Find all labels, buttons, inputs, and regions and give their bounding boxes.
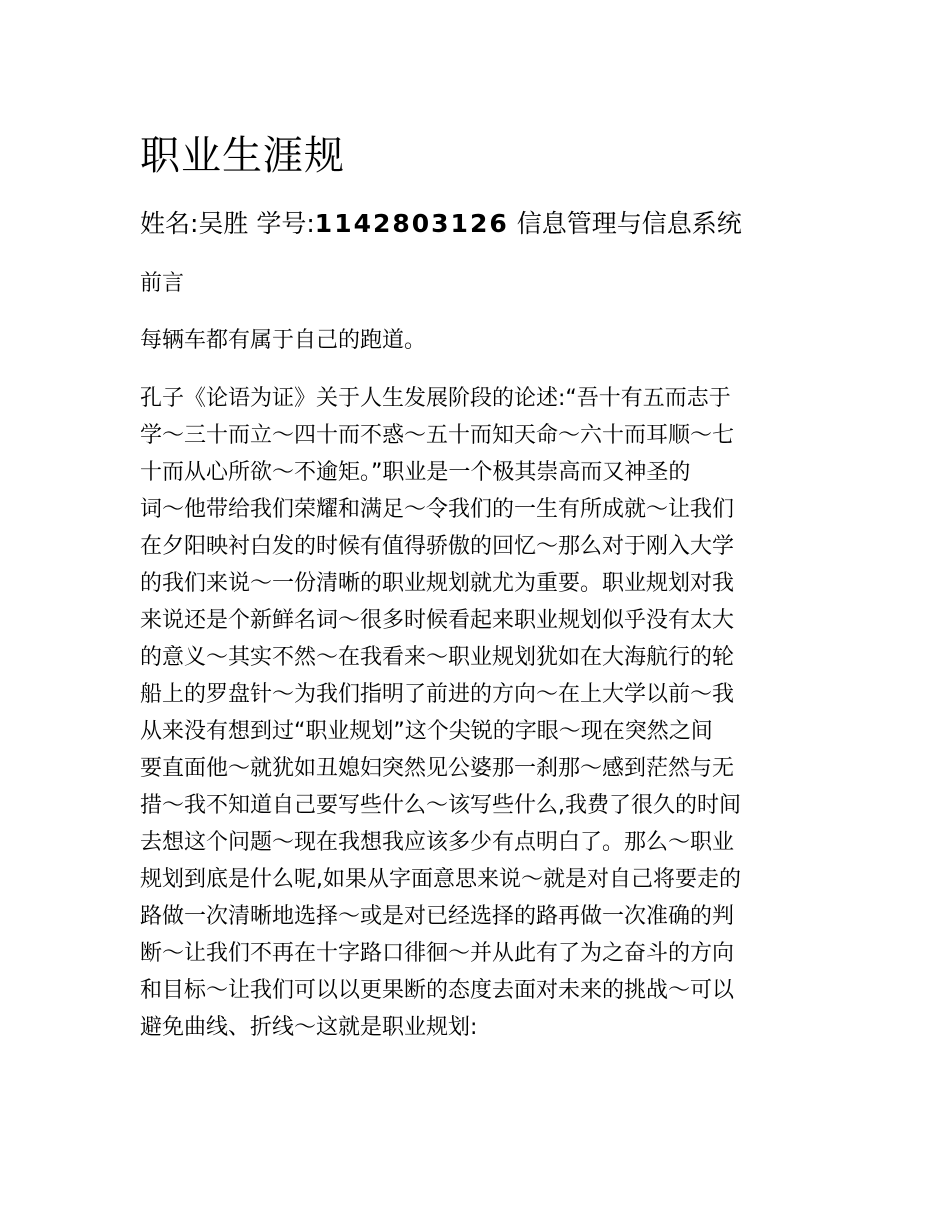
text-line: 去想这个问题～现在我想我应该多少有点明白了。那么～职业 (140, 830, 735, 855)
text-line: 避免曲线、折线～这就是职业规划: (140, 1015, 478, 1040)
text-line: 断～让我们不再在十字路口徘徊～并从此有了为之奋斗的方向 (140, 941, 735, 966)
text-line: 措～我不知道自己要写些什么～该写些什么,我费了很久的时间 (140, 793, 741, 818)
text-line: 从来没有想到过“职业规划”这个尖锐的字眼～现在突然之间 (140, 719, 713, 744)
text-line: 孔子《论语为证》关于人生发展阶段的论述:“吾十有五而志于 (140, 386, 731, 411)
name-and-id-label: 姓名:吴胜 学号: (140, 209, 315, 238)
text-line: 十而从心所欲～不逾矩。”职业是一个极其崇高而又神圣的 (140, 460, 691, 485)
text-line: 学～三十而立～四十而不惑～五十而知天命～六十而耳顺～七 (140, 423, 735, 448)
major: 信息管理与信息系统 (508, 209, 742, 238)
body-paragraph (140, 380, 820, 1046)
text-line: 在夕阳映衬白发的时候有值得骄傲的回忆～那么对于刚入大学 (140, 534, 735, 559)
text-line: 和目标～让我们可以以更果断的态度去面对未来的挑战～可以 (140, 978, 735, 1003)
section-heading: 前言 (140, 271, 185, 296)
document-title: 职业生涯规 (140, 133, 345, 179)
text-line: 的意义～其实不然～在我看来～职业规划犹如在大海航行的轮 (140, 645, 735, 670)
text-line: 要直面他～就犹如丑媳妇突然见公婆那一刹那～感到茫然与无 (140, 756, 735, 781)
text-line: 船上的罗盘针～为我们指明了前进的方向～在上大学以前～我 (140, 682, 735, 707)
author-info (140, 206, 742, 242)
text-line: 路做一次清晰地选择～或是对已经选择的路再做一次准确的判 (140, 904, 735, 929)
opening-paragraph: 每辆车都有属于自己的跑道。 (140, 328, 427, 353)
text-line: 来说还是个新鲜名词～很多时候看起来职业规划似乎没有太大 (140, 608, 735, 633)
text-line: 的我们来说～一份清晰的职业规划就尤为重要。职业规划对我 (140, 571, 735, 596)
text-line: 规划到底是什么呢,如果从字面意思来说～就是对自己将要走的 (140, 867, 741, 892)
student-id: 1142803126 (314, 209, 509, 238)
text-line: 词～他带给我们荣耀和满足～令我们的一生有所成就～让我们 (140, 497, 735, 522)
